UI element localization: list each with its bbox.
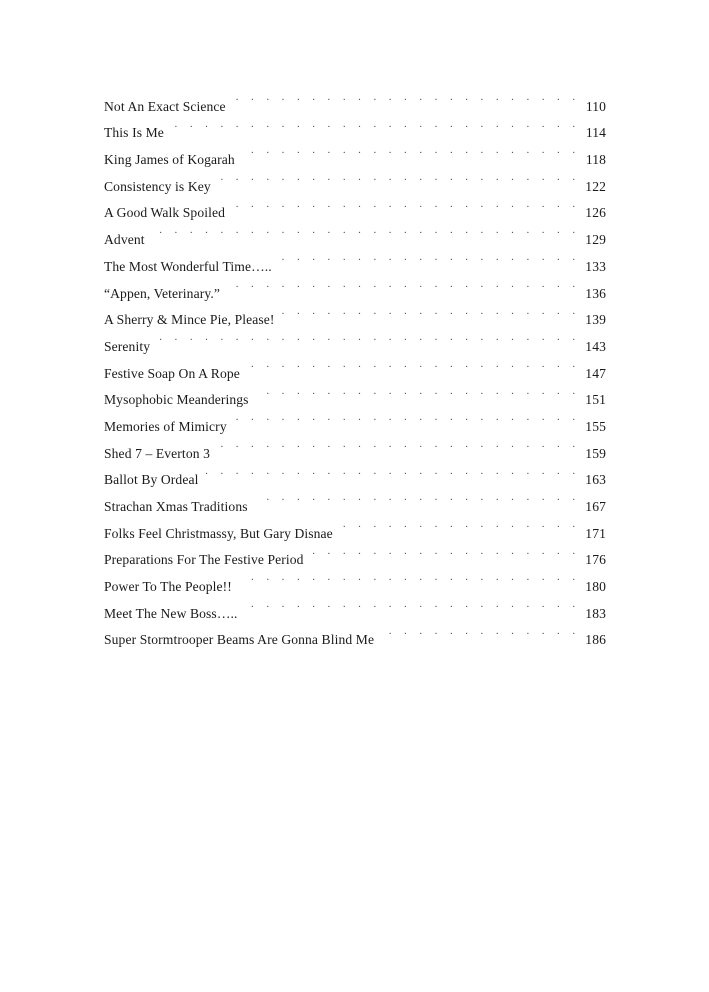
toc-entry-page: 133	[585, 258, 606, 274]
toc-entry-title: Festive Soap On A Rope	[104, 365, 240, 381]
toc-entry-page: 180	[585, 579, 606, 595]
dot-leader	[156, 324, 580, 351]
toc-entry-title: Super Stormtrooper Beams Are Gonna Blind Me	[104, 632, 375, 648]
dot-leader	[278, 244, 580, 271]
dot-leader	[232, 84, 580, 111]
dot-leader	[217, 164, 580, 191]
toc-entry-title: Power To The People!!	[104, 579, 232, 595]
dot-leader	[254, 484, 580, 511]
dot-leader	[151, 217, 580, 244]
toc-entry-title: This Is Me	[104, 125, 164, 141]
toc-entry	[104, 111, 606, 141]
toc-entry-title: Shed 7 – Everton 3	[104, 445, 211, 461]
toc-entry-page: 163	[585, 472, 606, 488]
dot-leader	[380, 618, 580, 645]
dot-leader	[246, 351, 580, 378]
toc-entry-page: 143	[585, 338, 606, 354]
dot-leader	[204, 458, 580, 485]
toc-entry	[104, 351, 606, 381]
dot-leader	[281, 298, 580, 325]
toc-entry-page: 129	[585, 232, 606, 248]
toc-entry-page: 136	[585, 285, 606, 301]
dot-leader	[226, 271, 580, 298]
dot-leader	[310, 538, 580, 565]
dot-leader	[238, 564, 580, 591]
toc-entry-title: “Appen, Veterinary.”	[104, 285, 220, 301]
toc-entry-page: 126	[585, 205, 606, 221]
toc-entry-page: 118	[585, 152, 606, 168]
toc-entry-title: Strachan Xmas Traditions	[104, 499, 248, 514]
toc-entry-title: Advent	[104, 232, 145, 248]
toc-entry	[104, 324, 606, 354]
toc-entry-page: 167	[585, 499, 606, 514]
toc-entry-title: Ballot By Ordeal	[104, 472, 199, 488]
dot-leader	[244, 591, 580, 618]
dot-leader	[255, 378, 580, 405]
toc-entry-title: Folks Feel Christmassy, But Gary Disnae	[104, 525, 333, 541]
dot-leader	[231, 191, 580, 218]
toc-entry-page: 183	[585, 605, 606, 621]
toc-entry-page: 110	[585, 98, 606, 114]
toc-entry-title: The Most Wonderful Time…..	[104, 258, 272, 274]
toc-entry-page: 159	[585, 445, 606, 461]
toc-entry-page: 151	[585, 392, 606, 408]
toc-entry-title: Memories of Mimicry	[104, 418, 227, 434]
toc-entry-page: 186	[585, 632, 606, 648]
toc-entry-page: 176	[585, 552, 606, 568]
toc-entry-page: 114	[585, 125, 606, 141]
dot-leader	[241, 137, 580, 164]
dot-leader	[233, 404, 580, 431]
toc-entry-page: 171	[585, 525, 606, 541]
toc-entry	[104, 217, 606, 248]
toc-entry-title: A Sherry & Mince Pie, Please!	[104, 312, 275, 328]
toc-entry	[104, 84, 606, 114]
toc-entry-title: Serenity	[104, 338, 151, 354]
toc-entry-title: Consistency is Key	[104, 178, 211, 194]
toc-entry	[104, 244, 606, 274]
dot-leader	[216, 431, 580, 458]
dot-leader	[339, 511, 580, 538]
table-of-contents	[104, 84, 606, 648]
toc-entry-title: A Good Walk Spoiled	[104, 205, 226, 221]
toc-entry-title: King James of Kogarah	[104, 152, 235, 168]
toc-entry-page: 155	[585, 418, 606, 434]
toc-entry-title: Preparations For The Festive Period	[104, 552, 304, 568]
toc-entry-title: Meet The New Boss…..	[104, 605, 238, 621]
toc-entry-page: 147	[585, 365, 606, 381]
dot-leader	[170, 111, 580, 138]
toc-entry	[104, 137, 606, 168]
toc-entry-title: Mysophobic Meanderings	[104, 392, 249, 408]
toc-entry-title: Not An Exact Science	[104, 98, 226, 114]
toc-entry-page: 122	[585, 178, 606, 194]
toc-entry-page: 139	[585, 312, 606, 328]
